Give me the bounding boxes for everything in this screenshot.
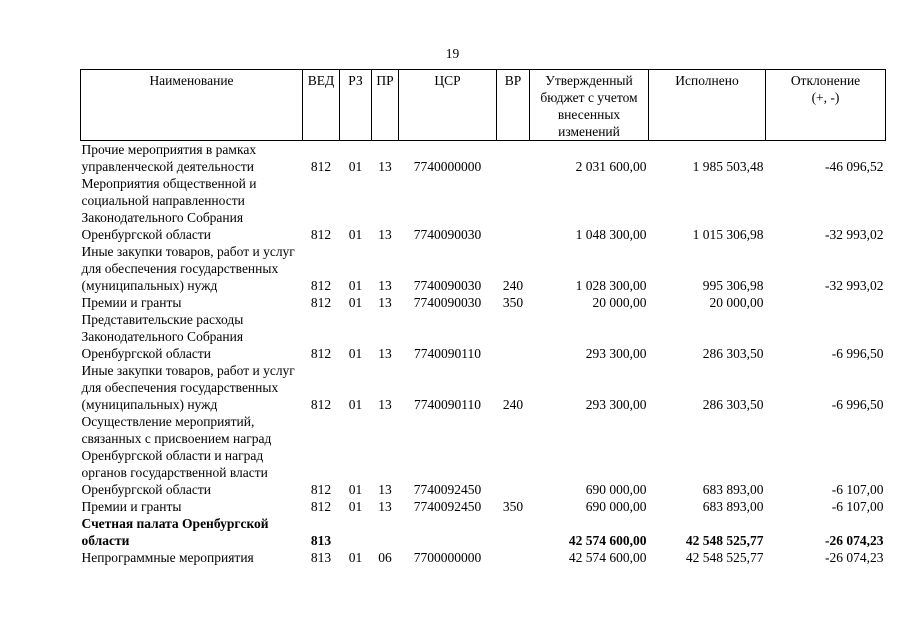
row-pr: 13: [378, 346, 392, 361]
table-row: [81, 141, 886, 176]
table-row: [81, 362, 886, 413]
header-budget: Утвержденный бюджет с учетом внесенных изменений: [530, 70, 649, 141]
table-body: [81, 141, 886, 567]
row-ved: 812: [310, 159, 332, 174]
row-name: Представительские расходы Законодательного Собрания Оренбургской области: [81, 312, 244, 361]
row-vr: [497, 175, 530, 243]
row-ved: 812: [310, 346, 332, 361]
row-rz: 01: [348, 550, 363, 565]
row-budget: 293 300,00: [585, 346, 647, 361]
row-ved: 813: [310, 550, 332, 565]
row-pr: 06: [378, 550, 392, 565]
table-row: [81, 549, 886, 566]
row-done: 42 548 525,77: [685, 550, 764, 565]
row-budget: 1 048 300,00: [575, 227, 647, 242]
row-deviation: -26 074,23: [825, 533, 884, 548]
row-done: 20 000,00: [709, 295, 764, 310]
row-vr: 350: [502, 499, 524, 514]
row-pr: 13: [378, 482, 392, 497]
row-deviation: -6 996,50: [831, 346, 884, 361]
row-name: Иные закупки товаров, работ и услуг для обеспечения государственных (муниципальных) нужд: [81, 244, 295, 293]
row-done: 1 015 306,98: [692, 227, 764, 242]
header-csr: ЦСР: [399, 70, 497, 141]
row-pr: 13: [378, 397, 392, 412]
row-pr: 13: [378, 159, 392, 174]
row-vr: [497, 515, 530, 549]
row-ved: 812: [310, 482, 332, 497]
row-deviation: -6 996,50: [831, 397, 884, 412]
row-name: Иные закупки товаров, работ и услуг для обеспечения государственных (муниципальных) нужд: [81, 363, 295, 412]
row-name: Осуществление мероприятий, связанных с присвоением наград Оренбургской области и наград органов государственной власти Оренбургской области: [81, 414, 272, 497]
header-rz: РЗ: [340, 70, 372, 141]
header-ved: ВЕД: [303, 70, 340, 141]
row-done: 42 548 525,77: [685, 533, 764, 548]
row-budget: 293 300,00: [585, 397, 647, 412]
row-csr: 7740000000: [413, 159, 482, 174]
row-name: Премии и гранты: [81, 295, 182, 310]
row-csr: 7740090110: [414, 346, 481, 361]
header-done: Исполнено: [649, 70, 766, 141]
row-rz: 01: [348, 482, 363, 497]
row-budget: 42 574 600,00: [568, 533, 647, 548]
row-name: Счетная палата Оренбургской области: [81, 516, 269, 548]
row-deviation: -32 993,02: [825, 227, 884, 242]
row-deviation: [766, 294, 886, 311]
row-csr: [399, 515, 497, 549]
row-name: Мероприятия общественной и социальной направленности Законодательного Собрания Оренбургской области: [81, 176, 257, 242]
row-rz: 01: [348, 278, 363, 293]
row-pr: [372, 515, 399, 549]
row-pr: 13: [378, 295, 392, 310]
row-ved: 813: [310, 533, 332, 548]
header-pr: ПР: [372, 70, 399, 141]
row-pr: 13: [378, 499, 392, 514]
row-done: 995 306,98: [702, 278, 764, 293]
row-vr: [497, 413, 530, 498]
table-row: [81, 515, 886, 549]
row-done: 286 303,50: [702, 397, 764, 412]
row-ved: 812: [310, 295, 332, 310]
row-budget: 2 031 600,00: [575, 159, 647, 174]
row-rz: 01: [348, 295, 363, 310]
row-name: Премии и гранты: [81, 499, 182, 514]
table-header-row: [81, 70, 886, 141]
row-done: 683 893,00: [702, 499, 764, 514]
row-csr: 7740090030: [413, 295, 482, 310]
header-deviation: Отклонение (+, -): [766, 70, 886, 141]
row-rz: 01: [348, 499, 363, 514]
row-done: 683 893,00: [702, 482, 764, 497]
table-row: [81, 413, 886, 498]
row-done: 1 985 503,48: [692, 159, 764, 174]
row-deviation: -26 074,23: [825, 550, 884, 565]
row-name: Прочие мероприятия в рамках управленческой деятельности: [81, 142, 257, 174]
row-vr: [497, 311, 530, 362]
row-budget: 20 000,00: [592, 295, 647, 310]
row-rz: 01: [348, 227, 363, 242]
row-rz: [340, 515, 372, 549]
page-number: 19: [445, 46, 460, 61]
header-vr: ВР: [497, 70, 530, 141]
row-name: Непрограммные мероприятия: [81, 550, 254, 565]
row-vr: [497, 549, 530, 566]
row-pr: 13: [378, 227, 392, 242]
row-rz: 01: [348, 346, 363, 361]
row-csr: 7700000000: [413, 550, 482, 565]
table-row: [81, 294, 886, 311]
row-csr: 7740090030: [413, 227, 482, 242]
row-vr: 240: [502, 278, 524, 293]
row-ved: 812: [310, 397, 332, 412]
table-row: [81, 175, 886, 243]
row-done: 286 303,50: [702, 346, 764, 361]
row-pr: 13: [378, 278, 392, 293]
row-budget: 42 574 600,00: [568, 550, 647, 565]
row-budget: 1 028 300,00: [575, 278, 647, 293]
row-deviation: -46 096,52: [825, 159, 884, 174]
row-deviation: -6 107,00: [831, 499, 884, 514]
budget-table: [80, 69, 886, 566]
row-ved: 812: [310, 499, 332, 514]
table-row: [81, 243, 886, 294]
row-budget: 690 000,00: [585, 499, 647, 514]
row-csr: 7740092450: [413, 499, 482, 514]
row-deviation: -32 993,02: [825, 278, 884, 293]
row-deviation: -6 107,00: [831, 482, 884, 497]
row-rz: 01: [348, 159, 363, 174]
row-vr: 350: [502, 295, 524, 310]
row-vr: 240: [502, 397, 524, 412]
row-csr: 7740090030: [413, 278, 482, 293]
row-vr: [497, 141, 530, 176]
row-ved: 812: [310, 227, 332, 242]
row-rz: 01: [348, 397, 363, 412]
header-name: Наименование: [81, 70, 303, 141]
row-csr: 7740090110: [414, 397, 481, 412]
row-ved: 812: [310, 278, 332, 293]
row-budget: 690 000,00: [585, 482, 647, 497]
table-row: [81, 311, 886, 362]
row-csr: 7740092450: [413, 482, 482, 497]
table-row: [81, 498, 886, 515]
